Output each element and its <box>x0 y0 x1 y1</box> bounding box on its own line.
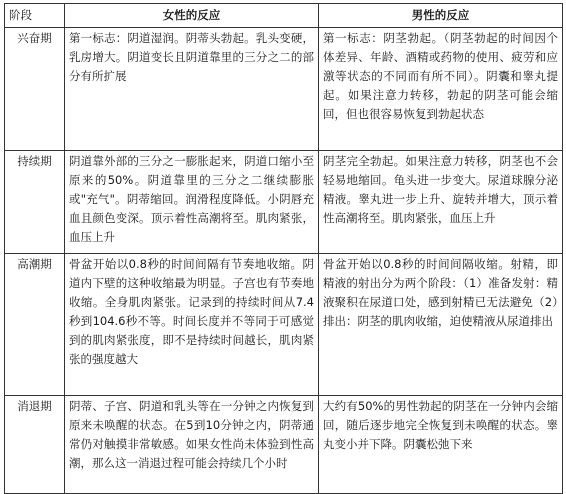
male-cell: 骨盆开始以0.8秒的时间间隔收缩。射精，即精液的射出分为两个阶段：（1）准备发射：精液聚积在尿道口处，感到射精已无法避免（2）排出：阴茎的肌肉收缩，迫使精液从尿道排出 <box>319 254 563 396</box>
table-row <box>5 396 563 494</box>
header-female: 女性的反应 <box>65 4 319 28</box>
table-row <box>5 28 563 151</box>
header-stage: 阶段 <box>5 4 65 28</box>
male-cell: 大约有50%的男性勃起的阴茎在一分钟内会缩回，随后逐步地完全恢复到未唤醒的状态。睾丸变小并下降。阴囊松弛下来 <box>319 396 563 494</box>
female-cell: 骨盆开始以0.8秒的时间间隔有节奏地收缩。阴道内下壁的这种收缩最为明显。子宫也有节奏地收缩。全身肌肉紧张。记录到的持续时间从7.4秒到104.6秒不等。时间长度并不等同于可感觉到的肌肉紧张度，即不是持续时间越长，肌肉紧张的强度越大 <box>65 254 319 396</box>
male-cell: 第一标志：阴茎勃起。（阴茎勃起的时间因个体差异、年龄、酒精或药物的使用、疲劳和应激等状态的不同而有所不同）。阴囊和睾丸提起。如果注意力转移，勃起的阴茎可能会缩回，但也很容易恢复到勃起状态 <box>319 28 563 151</box>
table-row <box>5 254 563 396</box>
header-row <box>5 4 563 28</box>
stage-cell: 兴奋期 <box>5 28 65 151</box>
stage-cell: 高潮期 <box>5 254 65 396</box>
female-cell: 阴道靠外部的三分之一膨胀起来，阴道口缩小至原来的50%。阴道靠里的三分之二继续膨胀或"充气"。阴蒂缩回。润滑程度降低。小阴唇充血且颜色变深。顶示着性高潮将至。肌肉紧张，血压上升 <box>65 151 319 254</box>
stage-cell: 持续期 <box>5 151 65 254</box>
stage-cell: 消退期 <box>5 396 65 494</box>
female-cell: 阴蒂、子宫、阴道和乳头等在一分钟之内恢复到原来未唤醒的状态。在5到10分钟之内，阴蒂通常仍对触摸非常敏感。如果女性尚未体验到性高潮，那么这一消退过程可能会持续几个小时 <box>65 396 319 494</box>
table-row <box>5 151 563 254</box>
female-cell: 第一标志：阴道湿润。阴蒂头勃起。乳头变硬，乳房增大。阴道变长且阴道靠里的三分之二的部分有所扩展 <box>65 28 319 151</box>
male-cell: 阴茎完全勃起。如果注意力转移，阴茎也不会轻易地缩回。龟头进一步变大。尿道球腺分泌精液。睾丸进一步上升、旋转并增大，顶示着性高潮将至。肌肉紧张，血压上升 <box>319 151 563 254</box>
header-male: 男性的反应 <box>319 4 563 28</box>
reaction-table <box>4 3 563 494</box>
